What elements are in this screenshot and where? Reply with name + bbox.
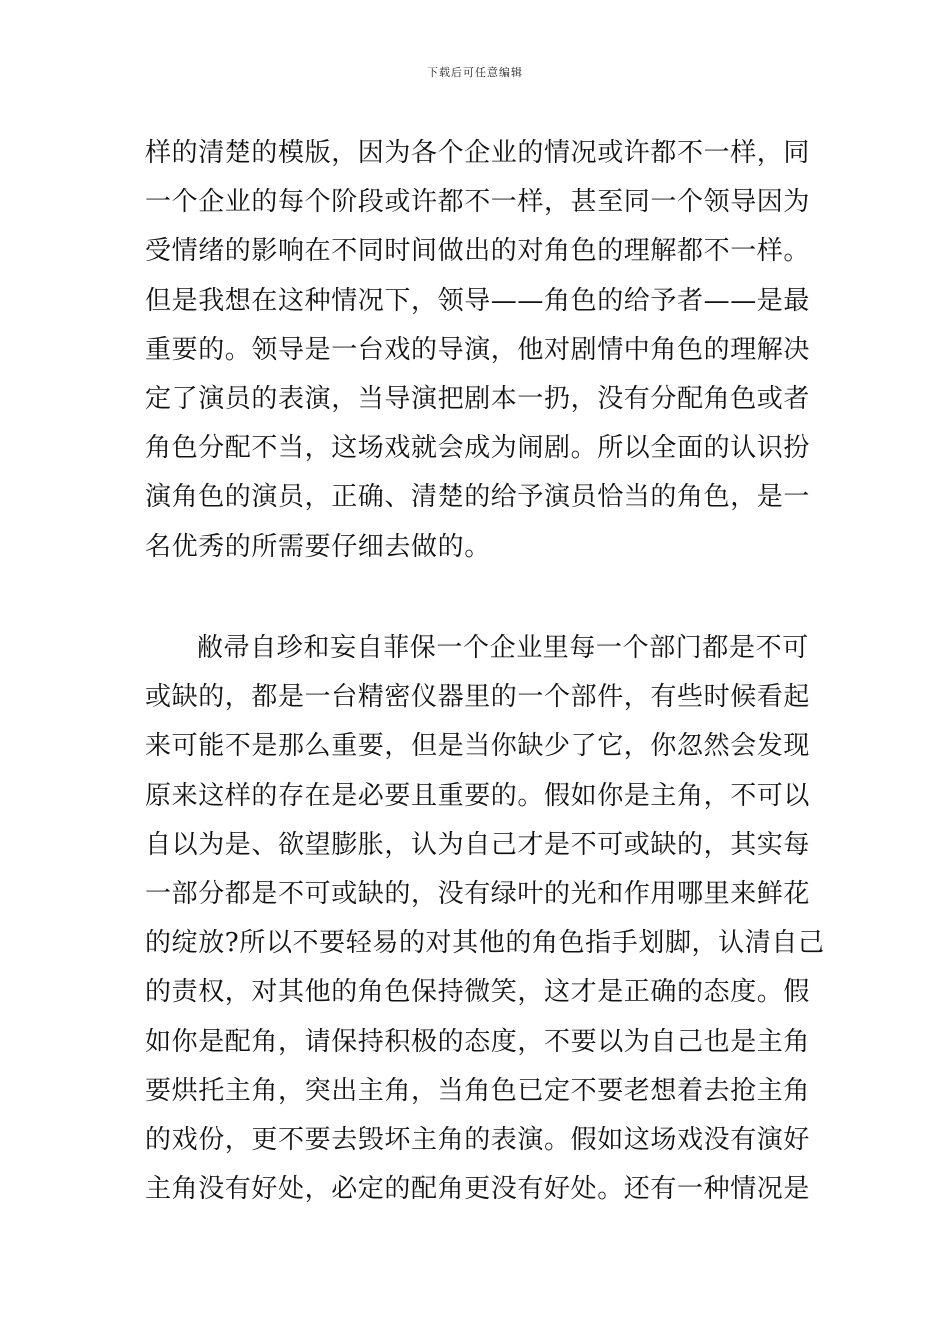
paragraph-line: 的戏份，更不要去毁坏主角的表演。假如这场戏没有演好 — [145, 1125, 811, 1156]
paragraph-line: 来可能不是那么重要，但是当你缺少了它，你忽然会发现 — [145, 731, 811, 762]
paragraph-line: 要烘托主角，突出主角，当角色已定不要老想着去抢主角 — [145, 1075, 811, 1106]
paragraph-line: 或缺的，都是一台精密仪器里的一个部件，有些时候看起 — [145, 682, 811, 713]
paragraph-line: 角色分配不当，这场戏就会成为闹剧。所以全面的认识扮 — [145, 433, 811, 464]
paragraph-line: 但是我想在这种情况下，领导——角色的给予者——是最 — [145, 285, 811, 316]
paragraph-line: 自以为是、欲望膨胀，认为自己才是不可或缺的，其实每 — [145, 829, 811, 860]
paragraph-line: 一个企业的每个阶段或许都不一样，甚至同一个领导因为 — [145, 187, 811, 218]
paragraph-line: 的责权，对其他的角色保持微笑，这才是正确的态度。假 — [145, 977, 811, 1008]
paragraph-line: 的绽放?所以不要轻易的对其他的角色指手划脚，认清自己 — [145, 928, 825, 959]
paragraph-line: 重要的。领导是一台戏的导演，他对剧情中角色的理解决 — [145, 334, 811, 365]
paragraph-line: 敝帚自珍和妄自菲保一个企业里每一个部门都是不可 — [197, 633, 809, 663]
paragraph-2 — [145, 624, 825, 1214]
paragraph-line: 名优秀的所需要仔细去做的。 — [145, 531, 491, 562]
paragraph-1 — [145, 129, 811, 572]
paragraph-line: 受情绪的影响在不同时间做出的对角色的理解都不一样。 — [145, 236, 811, 267]
paragraph-line: 主角没有好处，必定的配角更没有好处。还有一种情况是 — [145, 1174, 811, 1205]
paragraph-line: 定了演员的表演，当导演把剧本一扔，没有分配角色或者 — [145, 384, 811, 415]
paragraph-line: 一部分都是不可或缺的，没有绿叶的光和作用哪里来鲜花 — [145, 879, 811, 910]
page-header: 下载后可任意编辑 — [427, 66, 523, 79]
paragraph-line: 原来这样的存在是必要且重要的。假如你是主角，不可以 — [145, 780, 811, 811]
paragraph-line: 演角色的演员，正确、清楚的给予演员恰当的角色，是一 — [145, 482, 811, 513]
paragraph-line: 如你是配角，请保持积极的态度，不要以为自己也是主角 — [145, 1026, 811, 1057]
paragraph-line: 样的清楚的模版，因为各个企业的情况或许都不一样，同 — [145, 138, 811, 168]
